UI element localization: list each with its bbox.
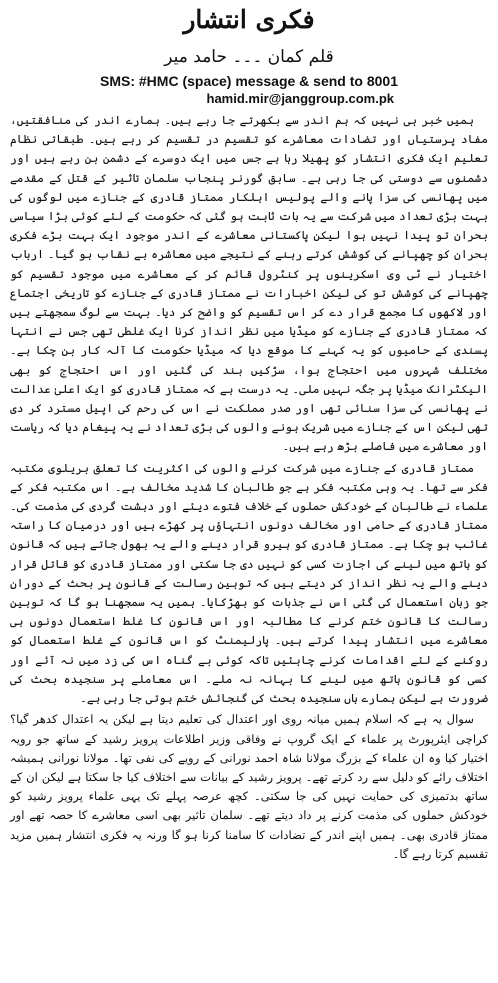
column-body [0, 107, 498, 949]
paragraph-3: سوال یہ ہے کہ اسلام ہمیں میانہ روی اور اعتدال کی تعلیم دیتا ہے لیکن یہ اعتدال کدھر گیا؟ کراچی ایئرپورٹ پر علماء کے ایک گروپ نے وفاقی وزیر اطلاعات پرویز رشید کے ساتھ جو رویہ اختیار کیا وہ ان علماء کے بزرگ مولانا شاہ احمد نورانی کے رویے کی نفی تھا۔ مولانا نورانی ہمیشہ اختلاف رائے کو دلیل سے رد کرتے تھے۔ پرویز رشید کے بیانات سے اختلاف کیا جا سکتا ہے لیکن ان کے ساتھ بدتمیزی کی حمایت نہیں کی جا سکتی۔ کچھ عرصہ پہلے تک یہی علماء پرویز رشید کو خودکش حملوں کی مذمت کرنے پر داد دیتے تھے۔ سلمان تاثیر بھی اسی معاشرے کا حصہ تھے اور ممتاز قادری بھی۔ ہمیں اپنے اندر کے تضادات کا سامنا کرنا ہو گا ورنہ یہ فکری انتشار ہمیں مزید تقسیم کرتا رہے گا۔ [10, 712, 488, 861]
author-byline: قلم کمان ۔۔۔ حامد میر [164, 47, 334, 67]
column-title: فکری انتشار [183, 5, 315, 34]
column-header [0, 0, 498, 107]
sms-instruction: SMS: #HMC (space) message & send to 8001 [100, 73, 398, 89]
author-email: hamid.mir@janggroup.com.pk [206, 91, 394, 106]
paragraph-2: ممتاز قادری کے جنازے میں شرکت کرنے والوں کی اکثریت کا تعلق بریلوی مکتبہ فکر سے تھا۔ یہ وہی مکتبہ فکر ہے جو طالبان کا شدید مخالف ہے۔ اس مکتبہ فکر کے علماء نے طالبان کے خودکش حملوں کے خلاف فتوے دیئے اور دہشت گردی کی مذمت کی۔ ممتاز قادری کے حامی اور مخالف دونوں انتہاؤں پر کھڑے ہیں اور درمیان کا راستہ غائب ہو چکا ہے۔ ممتاز قادری کو ہیرو قرار دینے والے یہ بھول جاتے ہیں کہ قانون کو ہاتھ میں لینے کی اجازت کسی کو نہیں دی جا سکتی اور ممتاز قادری کو قاتل قرار دینے والے یہ نظر انداز کر دیتے ہیں کہ توہین رسالت کے قانون پر بحث کے دوران جو زبان استعمال کی گئی اس نے جذبات کو بھڑکایا۔ ہمیں یہ سمجھنا ہو گا کہ توہین رسالت کا قانون ختم کرنے کا مطالبہ اور اس قانون کا غلط استعمال دونوں ہی معاشرے میں انتشار پیدا کرتے ہیں۔ پارلیمنٹ کو اس قانون کے غلط استعمال کو روکنے کے لئے اقدامات کرنے چاہئیں تاکہ کوئی بے گناہ اس کی زد میں نہ آئے اور کسی کو قانون ہاتھ میں لینے کا بہانہ نہ ملے۔ اس معاملے پر سنجیدہ بحث کی ضرورت ہے لیکن ہمارے ہاں سنجیدہ بحث کی گنجائش ختم ہوتی جا رہی ہے۔ [10, 460, 488, 706]
paragraph-1: ہمیں خبر ہی نہیں کہ ہم اندر سے بکھرتے جا رہے ہیں۔ ہمارے اندر کی منافقتیں، مفاد پرستیاں اور تضادات معاشرے کو تقسیم در تقسیم کر رہے ہیں۔ طبقاتی نظام تعلیم ایک فکری انتشار کو پھیلا رہا ہے جس میں ایک دوسرے کے دشمن بن رہے ہیں اور دشمنوں سے دوستی کی جا رہی ہے۔ سابق گورنر پنجاب سلمان تاثیر کے قتل کے مقدمے میں پھانسی کی سزا پانے والے پولیس اہلکار ممتاز قادری کے جنازے میں لوگوں کی بہت بڑی تعداد میں شرکت سے یہ بات ثابت ہو گئی کہ حکومت کے لئے کوئی بڑا سیاسی بحران تو پیدا نہیں ہوا لیکن پاکستانی معاشرے کے اندر موجود ایک بہت بڑے فکری بحران کو چھپانے کی کوشش کرتے رہنے کے نتیجے میں معاشرہ بے نقاب ہو گیا۔ ارباب اختیار نے ٹی وی اسکرینوں پر کنٹرول قائم کر کے معاشرے میں موجود تقسیم کو چھپانے کی کوشش تو کی لیکن اخبارات نے ممتاز قادری کے جنازے کو تاریخی اجتماع اور لاکھوں کا مجمع قرار دے کر اس تقسیم کو واضح کر دیا۔ بہت سے لوگ سمجھتے ہیں کہ ممتاز قادری کے جنازے کو میڈیا میں نظر انداز کرنا ایک غلطی تھی جس نے انتہا پسندی کے حامیوں کو یہ کہنے کا موقع دیا کہ میڈیا حکومت کا آلہ کار بن چکا ہے۔ مختلف شہروں میں احتجاج ہوا، سڑکیں بند کی گئیں اور اس احتجاج کو بھی الیکٹرانک میڈیا پر جگہ نہیں ملی۔ یہ درست ہے کہ ممتاز قادری کو ایک اعلیٰ عدالت نے پھانسی کی سزا سنائی تھی اور صدر مملکت نے اس کی رحم کی اپیل مسترد کر دی تھی لیکن اس کے جنازے میں شریک ہونے والوں کی بڑی تعداد نے یہ پیغام دیا کہ ریاست اور معاشرے میں فاصلے بڑھ رہے ہیں۔ [10, 113, 488, 454]
